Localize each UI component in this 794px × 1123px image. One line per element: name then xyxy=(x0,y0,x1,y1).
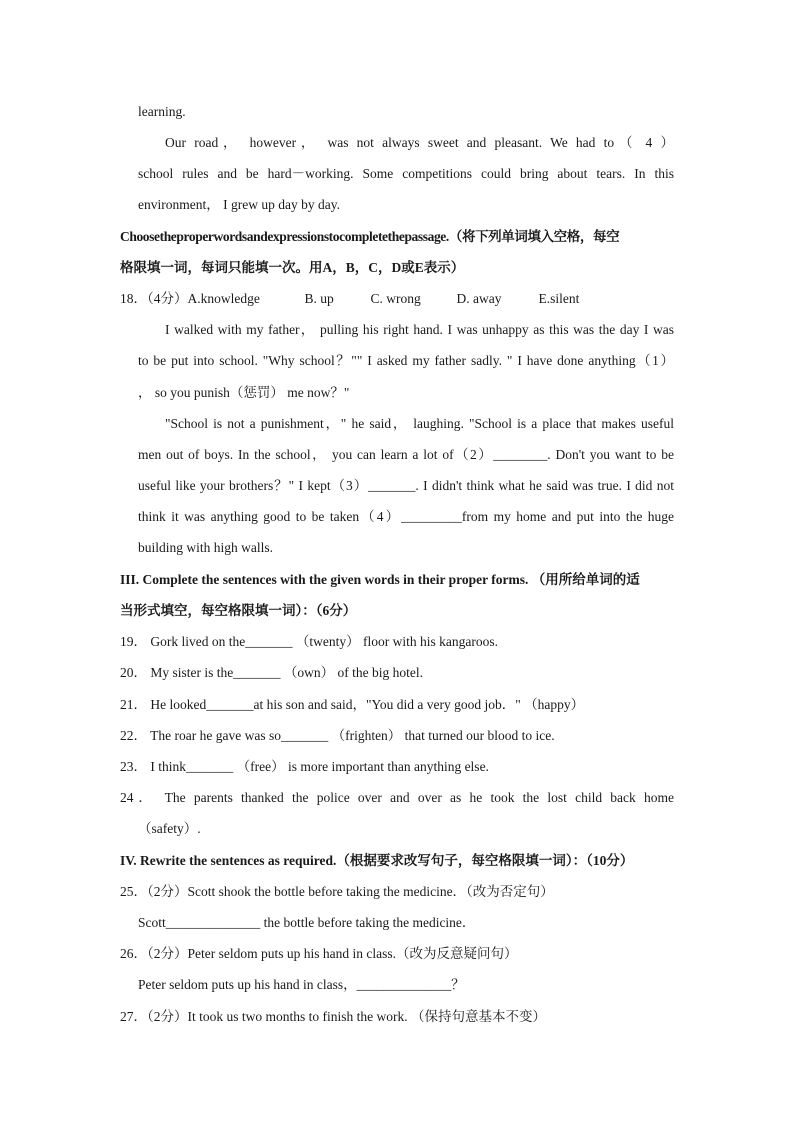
section-heading: Choosetheproperwordsandexpressionstocompletethepassage.（将下列单词填入空格，每空 xyxy=(120,229,620,244)
option-c: C. wrong xyxy=(370,291,421,306)
question-19: 19． Gork lived on the_______ （twenty） floor with his kangaroos. xyxy=(120,634,498,649)
question-number: 18．（4分） xyxy=(120,291,188,306)
passage-line: useful like your brothers？" I kept（3）_______. I didn't think what he said was true. I did not xyxy=(138,478,674,493)
question-24: 24． The parents thanked the police over and over as he took the lost child back home xyxy=(120,790,674,805)
option-a: A.knowledge xyxy=(187,291,260,306)
option-b: B. up xyxy=(304,291,334,306)
passage-line: I walked with my father， pulling his right hand. I was unhappy as this was the day I was xyxy=(165,322,674,337)
passage-line: building with high walls. xyxy=(138,540,273,555)
option-e: E.silent xyxy=(538,291,580,306)
passage-line: Our road， however， was not always sweet and pleasant. We had to（ 4 ） xyxy=(165,135,674,150)
passage-line: to be put into school. "Why school？"" I asked my father sadly. " I have done anything（1） xyxy=(138,353,674,368)
passage-line: think it was anything good to be taken（4）_________from my home and put into the huge xyxy=(138,509,674,524)
question-26-answer: Peter seldom puts up his hand in class，______________？ xyxy=(138,977,465,992)
question-26: 26．（2分）Peter seldom puts up his hand in class.（改为反意疑问句） xyxy=(120,946,518,961)
question-27: 27．（2分）It took us two months to finish the work. （保持句意基本不变） xyxy=(120,1009,546,1024)
section-heading: 当形式填空，每空格限填一词）：（6分） xyxy=(120,603,357,618)
passage-line: school rules and be hard－working. Some competitions could bring about tears. In this xyxy=(138,166,674,181)
section-heading: 格限填一词，每词只能填一次。用A，B，C，D或E表示） xyxy=(120,260,465,275)
passage-line: environment， I grew up day by day. xyxy=(138,197,340,212)
passage-line: learning. xyxy=(138,104,186,119)
question-25-answer: Scott______________ the bottle before taking the medicine． xyxy=(138,915,476,930)
passage-line: ， so you punish（惩罚） me now？" xyxy=(138,385,350,400)
question-23: 23． I think_______ （free） is more important than anything else. xyxy=(120,759,489,774)
question-21: 21． He looked_______at his son and said，"You did a very good job．" （happy） xyxy=(120,697,585,712)
question-24-word: （safety）. xyxy=(138,821,201,836)
section-heading: III. Complete the sentences with the given words in their proper forms. （用所给单词的适 xyxy=(120,572,640,587)
question-20: 20． My sister is the_______ （own） of the big hotel. xyxy=(120,665,423,680)
option-d: D. away xyxy=(456,291,502,306)
question-22: 22． The roar he gave was so_______ （frighten） that turned our blood to ice. xyxy=(120,728,555,743)
section-heading: IV. Rewrite the sentences as required.（根据要求改写句子，每空格限填一词）：（10分） xyxy=(120,853,634,868)
passage-line: men out of boys. In the school， you can learn a lot of（2）________. Don't you want to be xyxy=(138,447,674,462)
question-25: 25．（2分）Scott shook the bottle before taking the medicine．（改为否定句） xyxy=(120,884,554,899)
question-18 xyxy=(120,290,680,308)
passage-line: "School is not a punishment，" he said， laughing. "School is a place that makes useful xyxy=(165,416,674,431)
